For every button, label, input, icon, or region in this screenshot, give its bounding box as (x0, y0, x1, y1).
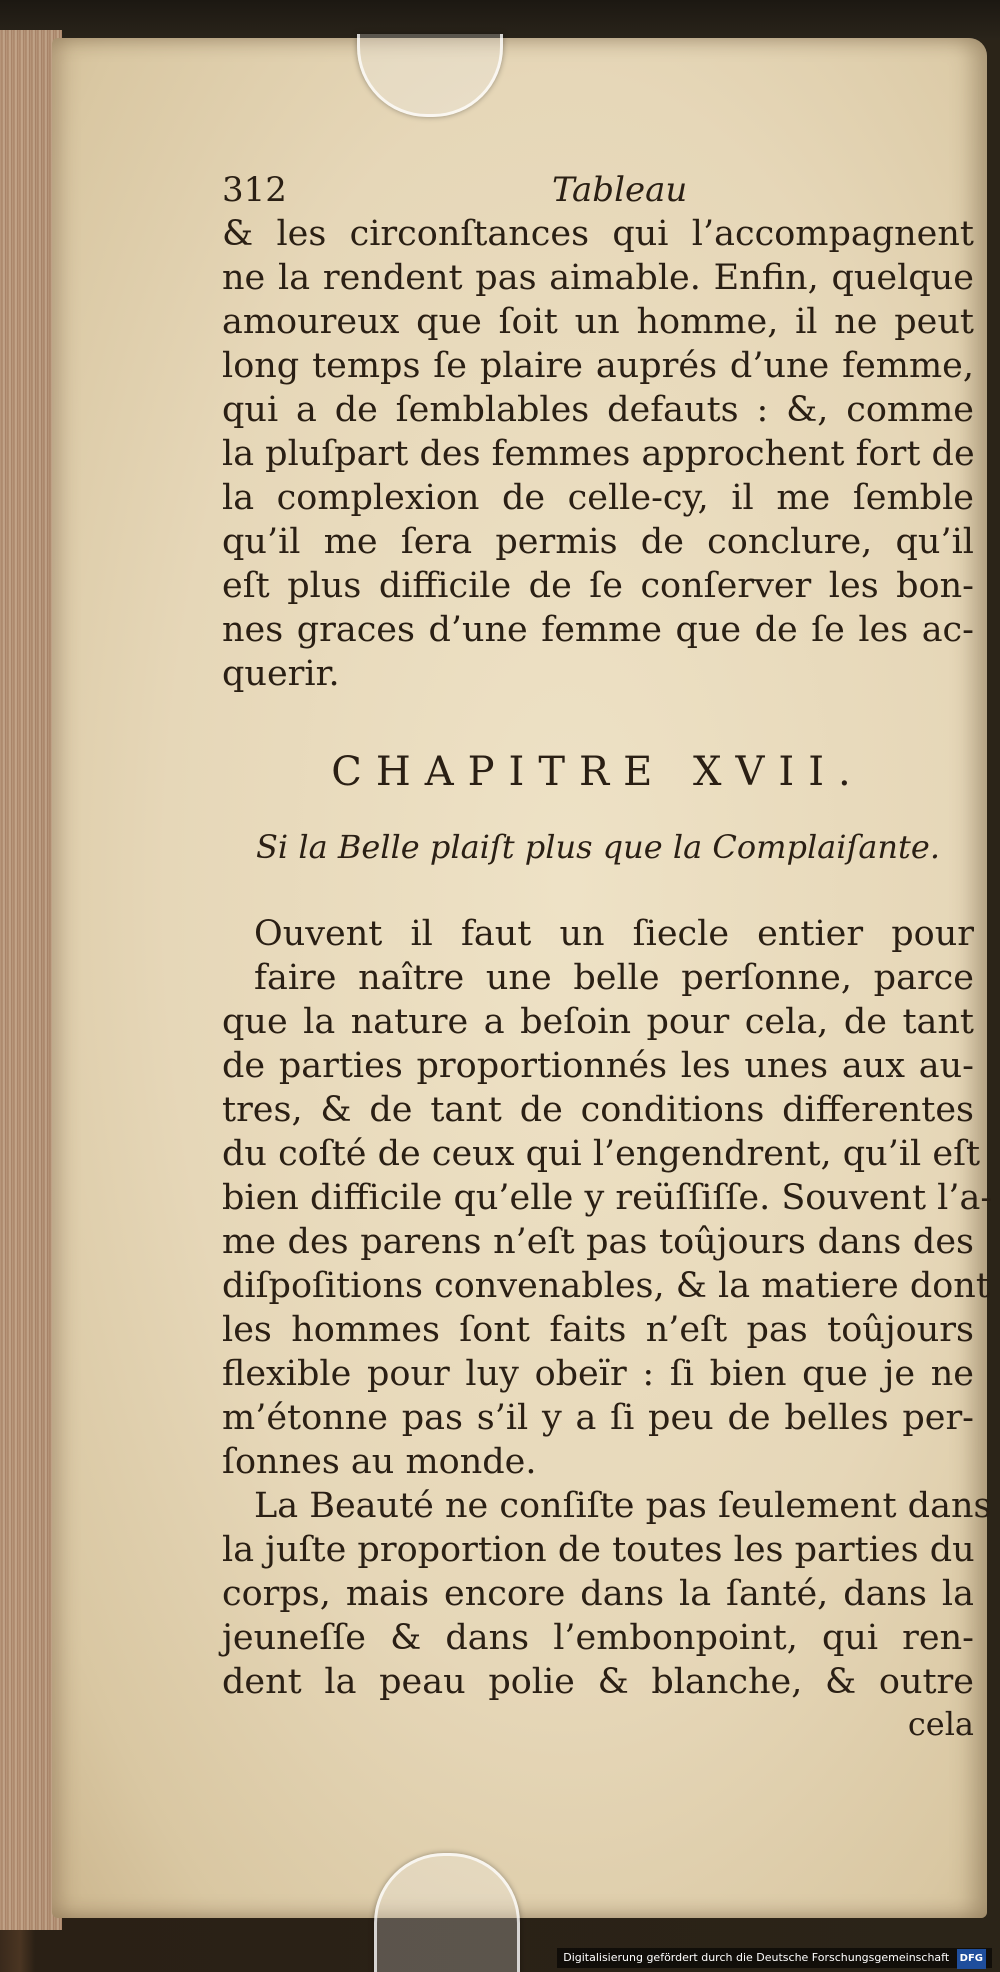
text-line: les hommes ſont faits n’eſt pas toûjours (222, 1310, 974, 1350)
text-line: faire naître une belle perſonne, parce (254, 958, 974, 998)
text-line: flexible pour luy obeïr : ſi bien que je ne (222, 1354, 974, 1394)
text-line: la complexion de celle-cy, il me ſemble (222, 478, 974, 518)
text-line: m’étonne pas s’il y a ſi peu de belles per- (222, 1398, 974, 1438)
text-line: qui a de ſemblables defauts : &, comme (222, 390, 974, 430)
text-line: la juſte proportion de toutes les parties du (222, 1530, 975, 1570)
credit-text: Digitalisierung gefördert durch die Deutsche Forschungsgemeinschaft (563, 1951, 950, 1964)
text-line: nes graces d’une femme que de ſe les ac- (222, 610, 974, 650)
catchword: cela (907, 1705, 974, 1743)
digitization-credit (557, 1948, 992, 1968)
text-line: long temps ſe plaire auprés d’une femme, (222, 346, 974, 386)
text-line: tres, & de tant de conditions differentes (222, 1090, 974, 1130)
text-line: bien difficile qu’elle y reüſſiſſe. Souvent l’a- (222, 1178, 993, 1218)
text-line: ſonnes au monde. (222, 1442, 537, 1482)
chapter-subtitle: Si la Belle plaiſt plus que la Complaiſante. (256, 828, 940, 866)
text-line: du coſté de ceux qui l’engendrent, qu’il eſt (222, 1134, 981, 1174)
paragraph-opening (222, 912, 993, 1484)
text-line: Ouvent il faut un ſiecle entier pour (254, 914, 974, 954)
text-line: corps, mais encore dans la ſanté, dans la (222, 1574, 974, 1614)
text-line: & les circonſtances qui l’accompagnent (222, 214, 974, 254)
text-line: La Beauté ne conſiſte pas ſeulement dans (254, 1486, 992, 1526)
paragraph-beauty (222, 1484, 992, 1704)
text-line: la pluſpart des femmes approchent fort de (222, 434, 975, 474)
text-line: que la nature a beſoin pour cela, de tant (222, 1002, 974, 1042)
text-line: me des parens n’eſt pas toûjours dans des (222, 1222, 974, 1262)
chapter-heading: CHAPITRE XVII. (331, 749, 865, 795)
text-line: jeuneſſe & dans l’embonpoint, qui ren- (222, 1618, 974, 1658)
text-line: de parties proportionnés les unes aux au- (222, 1046, 974, 1086)
text-line: qu’il me ſera permis de conclure, qu’il (222, 522, 974, 562)
text-line: querir. (222, 654, 340, 694)
page-number: 312 (222, 170, 287, 210)
dfg-logo: DFG (957, 1949, 986, 1969)
text-line: amoureux que ſoit un homme, il ne peut (222, 302, 974, 342)
text-line: ne la rendent pas aimable. Enfin, quelque (222, 258, 974, 298)
text-line: eſt plus difficile de ſe conſerver les bon- (222, 566, 974, 606)
running-title: Tableau (552, 170, 688, 210)
running-head (222, 168, 974, 212)
text-line: dent la peau polie & blanche, & outre (222, 1662, 974, 1702)
page-text-block (222, 168, 993, 1744)
page-holder-clip-top (357, 34, 503, 117)
page-holder-clip-bottom (374, 1853, 520, 1972)
paragraph-continuation (222, 212, 974, 696)
text-line: diſpoſitions convenables, & la matiere dont (222, 1266, 990, 1306)
